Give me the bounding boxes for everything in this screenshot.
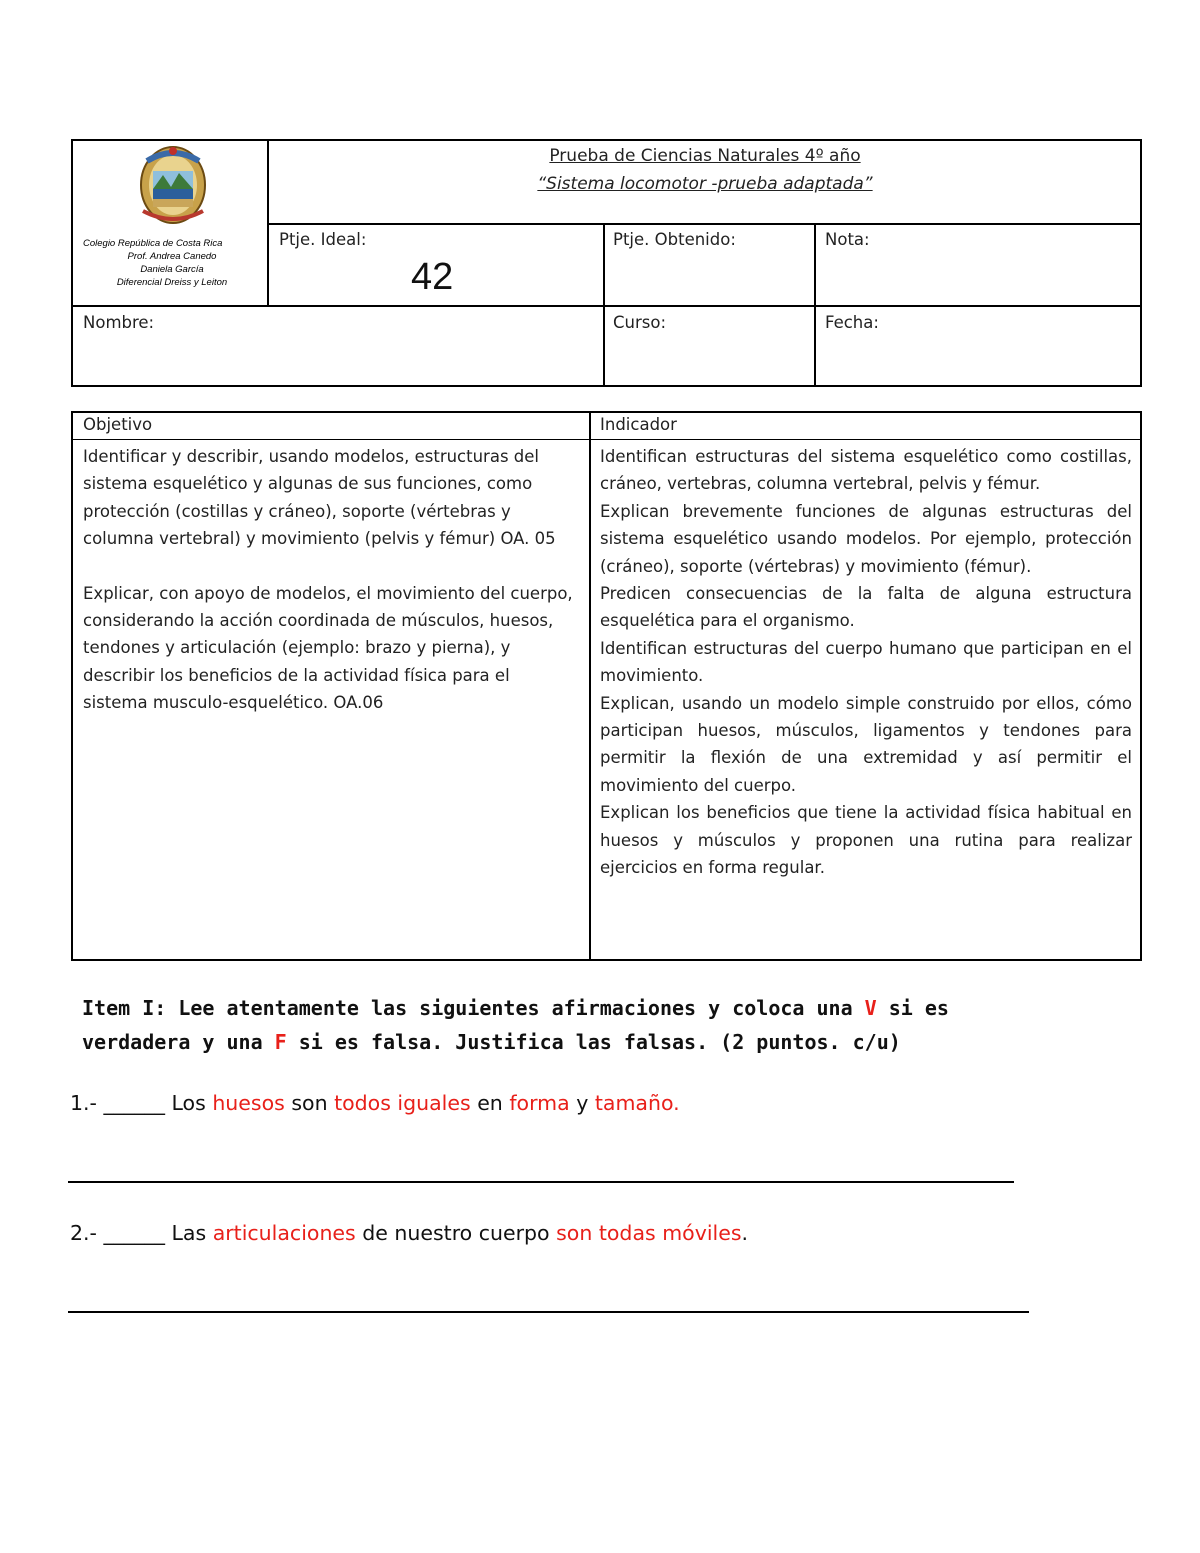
item-1-instructions xyxy=(82,991,982,1059)
course-label: Curso: xyxy=(613,313,667,332)
answer-blank[interactable]: ______ xyxy=(103,1221,165,1245)
question-number: 1.- xyxy=(70,1091,104,1115)
indicator-item: Explican brevemente funciones de algunas estructuras del sistema esquelético usando modelos. Por ejemplo, protección (cráneo), soporte (vértebras) y movimiento (fémur). xyxy=(600,501,1132,576)
question-number: 2.- xyxy=(70,1221,104,1245)
header-table xyxy=(71,139,1142,387)
objective-oa05: Identificar y describir, usando modelos, estructuras del sistema esquelético y algunas de sus funciones, como protección (costillas y cráneo), soporte (vértebras y columna vertebral) y movimiento (pelvis y fémur) OA. 05 xyxy=(83,447,556,549)
question-text: y xyxy=(569,1091,595,1115)
answer-blank[interactable]: ______ xyxy=(103,1091,165,1115)
ideal-score-label: Ptje. Ideal: xyxy=(279,230,367,249)
instruction-text: si es falsa. Justifica las falsas. (2 puntos. c/u) xyxy=(286,1030,901,1054)
highlight-text: son todas móviles xyxy=(556,1221,742,1245)
teacher-name: Prof. Andrea Canedo xyxy=(127,251,217,262)
indicator-header: Indicador xyxy=(600,415,677,434)
question-text: Las xyxy=(164,1221,213,1245)
name-label: Nombre: xyxy=(83,313,155,332)
highlight-text: forma xyxy=(509,1091,570,1115)
justification-line[interactable] xyxy=(68,1181,1014,1183)
indicator-item: Explican los beneficios que tiene la actividad física habitual en huesos y músculos y proponen una rutina para realizar ejercicios en forma regular. xyxy=(600,803,1132,878)
highlight-text: huesos xyxy=(212,1091,285,1115)
objective-header: Objetivo xyxy=(83,415,153,434)
indicator-item: Identifican estructuras del sistema esquelético como costillas, cráneo, vertebras, columna vertebral, pelvis y fémur. xyxy=(600,447,1132,494)
indicator-item: Predicen consecuencias de la falta de alguna estructura esquelética para el organismo. xyxy=(600,584,1132,631)
coat-of-arms-logo xyxy=(133,141,213,227)
test-subtitle: “Sistema locomotor -prueba adaptada” xyxy=(537,174,873,194)
false-letter: F xyxy=(274,1030,287,1054)
objective-column xyxy=(83,443,575,717)
justification-line[interactable] xyxy=(68,1311,1029,1313)
question-text: en xyxy=(470,1091,510,1115)
question-text: son xyxy=(284,1091,335,1115)
objectives-table xyxy=(71,411,1142,961)
question-1 xyxy=(70,1091,680,1115)
indicator-column xyxy=(600,443,1132,882)
school-name: Colegio República de Costa Rica xyxy=(83,238,223,249)
program-name: Diferencial Dreiss y Leiton xyxy=(116,277,228,288)
ideal-score-value: 42 xyxy=(411,256,454,298)
indicator-item: Identifican estructuras del cuerpo humano que participan en el movimiento. xyxy=(600,638,1132,686)
school-info xyxy=(83,237,261,289)
teacher-name-2: Daniela García xyxy=(140,264,204,275)
question-2 xyxy=(70,1221,748,1245)
question-text: . xyxy=(741,1221,749,1245)
highlight-text: articulaciones xyxy=(212,1221,356,1245)
instruction-text: si es verdadera y una xyxy=(82,996,949,1054)
date-label: Fecha: xyxy=(825,313,879,332)
obtained-score-label: Ptje. Obtenido: xyxy=(613,230,736,249)
indicator-item: Explican, usando un modelo simple construido por ellos, cómo participan huesos, músculos, ligamentos y tendones para permitir la flexión de una extremidad y así permitir el movimiento del cuerpo. xyxy=(600,693,1132,795)
test-title: Prueba de Ciencias Naturales 4º año xyxy=(549,146,861,166)
grade-label: Nota: xyxy=(825,230,870,249)
question-text: de nuestro cuerpo xyxy=(355,1221,557,1245)
highlight-text: todos iguales xyxy=(334,1091,471,1115)
objective-oa06: Explicar, con apoyo de modelos, el movimiento del cuerpo, considerando la acción coordinada de músculos, huesos, tendones y articulación (ejemplo: brazo y pierna), y describir los beneficios de la actividad física para el sistema musculo-esquelético. OA.06 xyxy=(83,583,573,713)
instruction-text: Item I: Lee atentamente las siguientes afirmaciones y coloca una xyxy=(82,996,865,1020)
logo-cell xyxy=(73,141,268,306)
true-letter: V xyxy=(864,996,877,1020)
highlight-text: tamaño. xyxy=(594,1091,680,1115)
question-text: Los xyxy=(164,1091,213,1115)
